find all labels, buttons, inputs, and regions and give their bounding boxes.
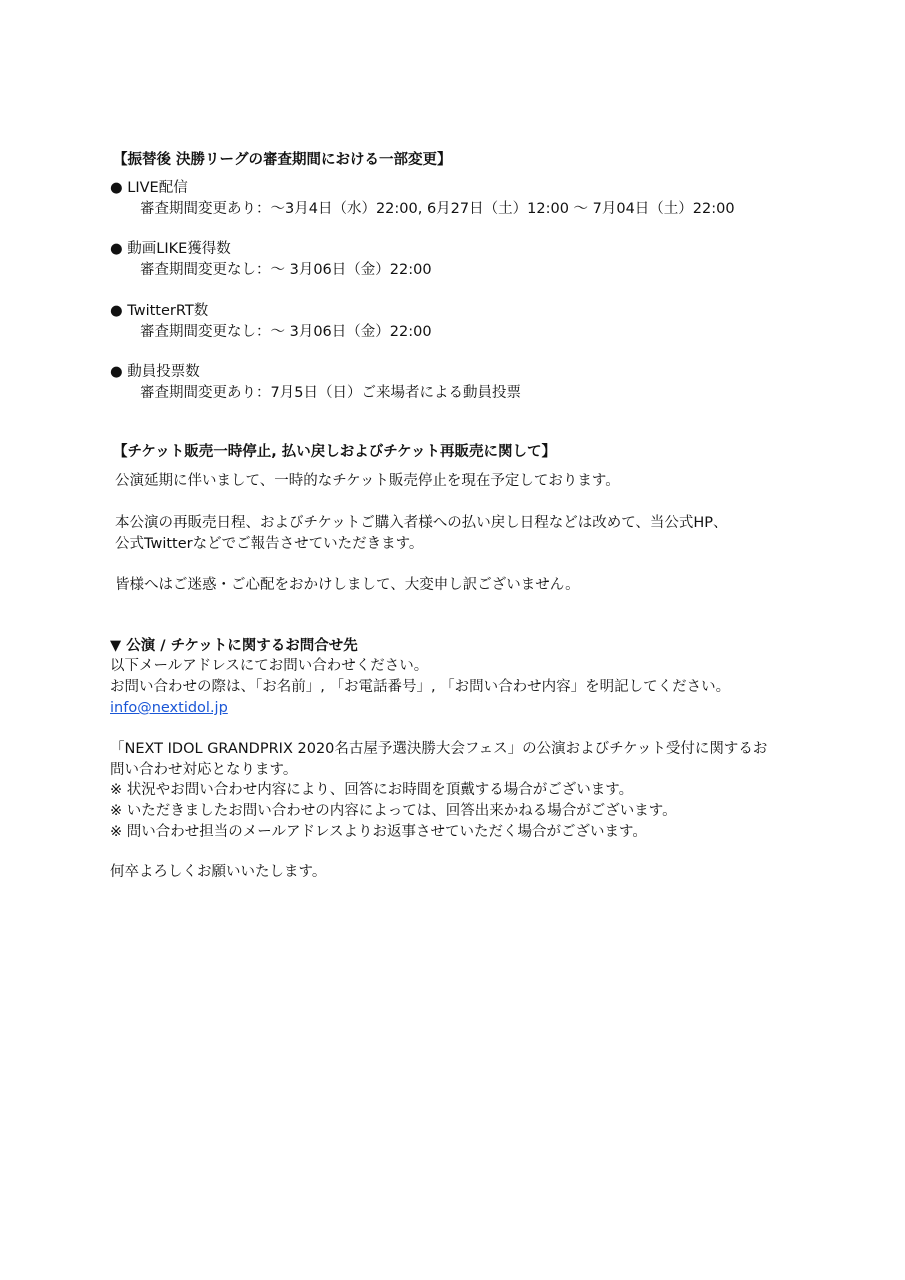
contact-line-1: 以下メールアドレスにてお問い合わせください。 [110, 658, 429, 674]
schedule-heading: 【振替後 決勝リーグの審査期間における一部変更】 [113, 152, 452, 168]
contact-note-3: ※ 問い合わせ担当のメールアドレスよりお返事させていただく場合がございます。 [110, 824, 647, 840]
schedule-item-detail-twitter: 審査期間変更なし：〜 3月06日（金）22:00 [140, 324, 432, 340]
ticket-paragraph-2-line-1: 本公演の再販売日程、およびチケットご購入者様への払い戻し日程などは改めて、当公式HP、 [115, 515, 728, 531]
schedule-item-detail-vote: 審査期間変更あり：7月5日（日）ご来場者による動員投票 [140, 385, 521, 401]
schedule-item-title-vote: ● 動員投票数 [110, 364, 200, 380]
contact-event-line-1: 「NEXT IDOL GRANDPRIX 2020名古屋予選決勝大会フェス」の公演およびチケット受付に関するお [110, 741, 768, 757]
contact-closing: 何卒よろしくお願いいたします。 [110, 864, 327, 880]
contact-email-link[interactable]: info@nextidol.jp [110, 700, 228, 716]
ticket-paragraph-2-line-2: 公式Twitterなどでご報告させていただきます。 [115, 536, 424, 552]
contact-line-2: お問い合わせの際は、「お名前」, 「お電話番号」, 「お問い合わせ内容」を明記してください。 [110, 679, 731, 695]
contact-heading: ▼ 公演 / チケットに関するお問合せ先 [110, 638, 358, 654]
schedule-item-title-like: ● 動画LIKE獲得数 [110, 241, 231, 257]
schedule-item-title-twitter: ● TwitterRT数 [110, 303, 209, 319]
schedule-item-detail-live: 審査期間変更あり：〜3月4日（水）22:00, 6月27日（土）12:00 〜 7月04日（土）22:00 [140, 201, 735, 217]
ticket-paragraph-1: 公演延期に伴いまして、一時的なチケット販売停止を現在予定しております。 [115, 473, 620, 489]
contact-event-line-2: 問い合わせ対応となります。 [110, 762, 298, 778]
schedule-item-title-live: ● LIVE配信 [110, 180, 188, 196]
ticket-heading: 【チケット販売一時停止, 払い戻しおよびチケット再販売に関して】 [113, 444, 556, 460]
schedule-item-detail-like: 審査期間変更なし：〜 3月06日（金）22:00 [140, 262, 432, 278]
ticket-paragraph-3: 皆様へはご迷惑・ご心配をおかけしまして、大変申し訳ございません。 [115, 577, 580, 593]
contact-note-2: ※ いただきましたお問い合わせの内容によっては、回答出来かねる場合がございます。 [110, 803, 677, 819]
contact-note-1: ※ 状況やお問い合わせ内容により、回答にお時間を頂戴する場合がございます。 [110, 782, 634, 798]
